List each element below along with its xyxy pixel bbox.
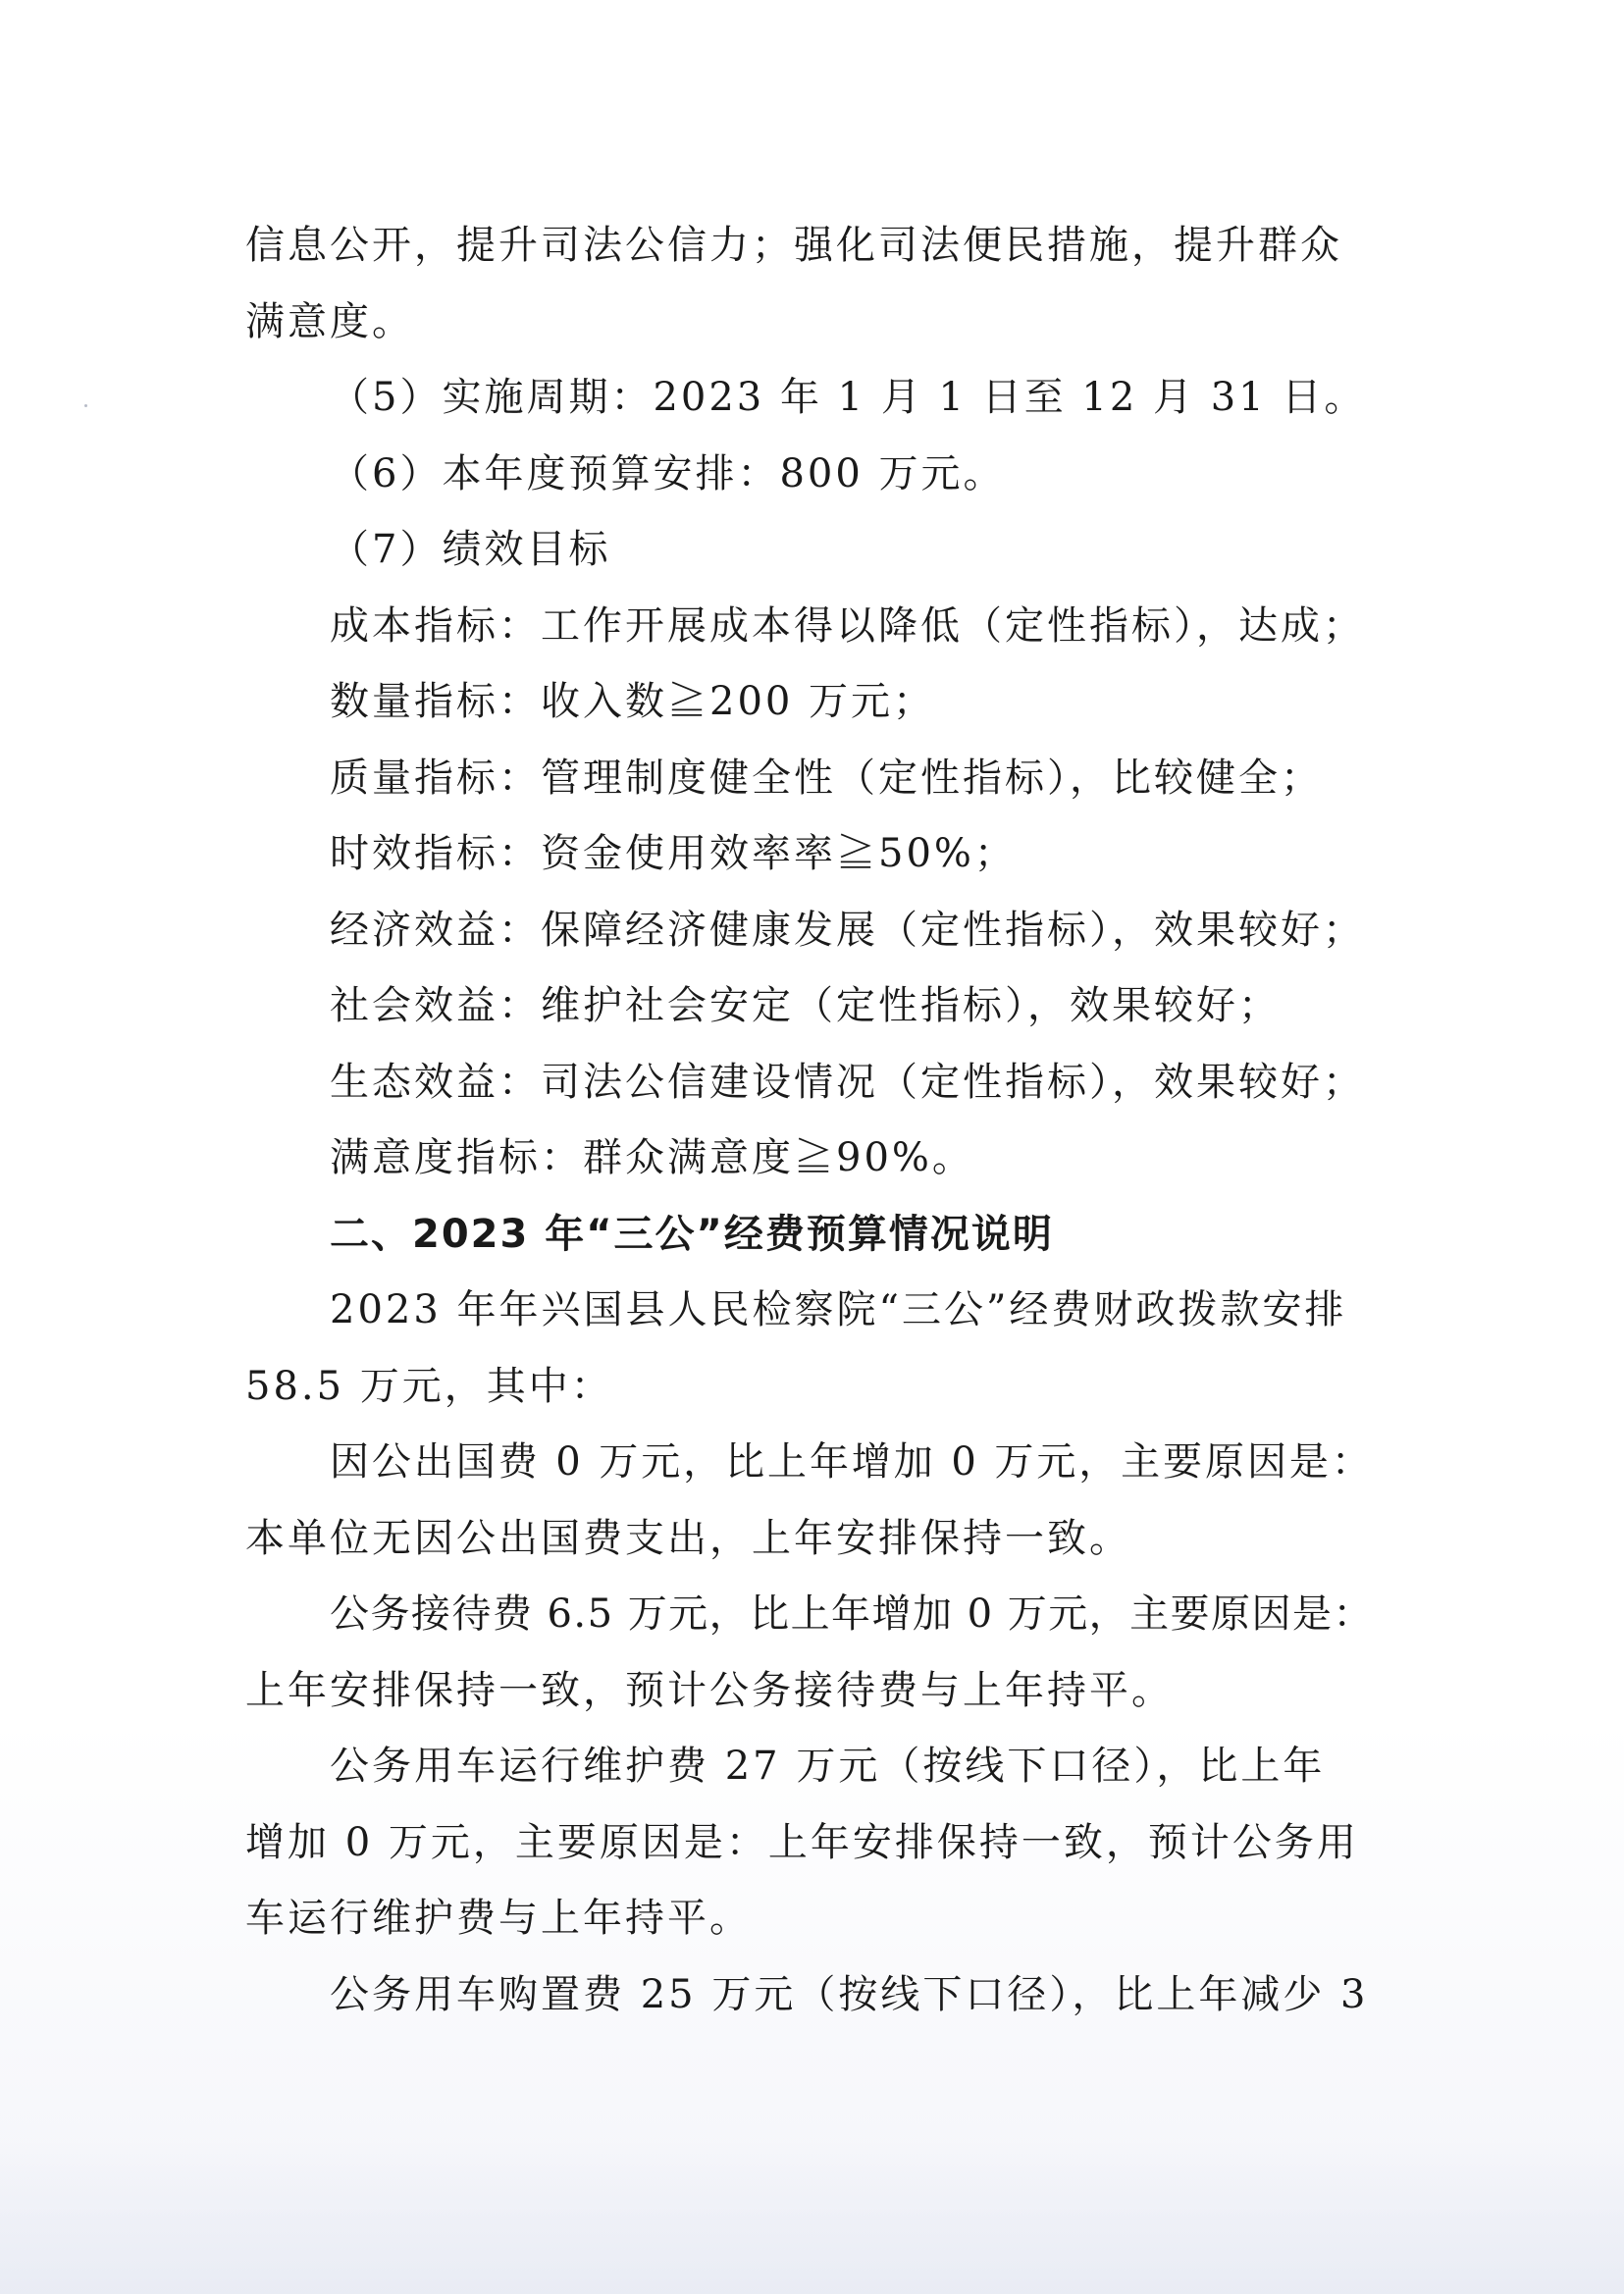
scan-shadow bbox=[0, 2137, 1624, 2294]
text-line: 因公出国费 0 万元，比上年增加 0 万元，主要原因是： bbox=[330, 1439, 1374, 1485]
text-line: 2023 年年兴国县人民检察院“三公”经费财政拨款安排 bbox=[330, 1287, 1347, 1332]
text-line: 满意度。 bbox=[245, 299, 414, 344]
text-line: （5）实施周期：2023 年 1 月 1 日至 12 月 31 日。 bbox=[330, 375, 1367, 420]
text-line: 数量指标：收入数≧200 万元； bbox=[330, 679, 936, 724]
text-line: 成本指标：工作开展成本得以降低（定性指标），达成； bbox=[330, 603, 1365, 649]
text-line: （7）绩效目标 bbox=[330, 527, 611, 572]
text-line: 满意度指标：群众满意度≧90%。 bbox=[330, 1135, 974, 1180]
text-line: （6）本年度预算安排：800 万元。 bbox=[330, 451, 1006, 496]
scan-speck bbox=[84, 404, 87, 407]
section-heading: 二、2023 年“三公”经费预算情况说明 bbox=[330, 1212, 1054, 1257]
text-line: 公务接待费 6.5 万元，比上年增加 0 万元，主要原因是： bbox=[330, 1591, 1374, 1637]
text-line: 信息公开，提升司法公信力；强化司法便民措施，提升群众 bbox=[245, 223, 1342, 268]
text-line: 车运行维护费与上年持平。 bbox=[245, 1896, 752, 1941]
text-line: 生态效益：司法公信建设情况（定性指标），效果较好； bbox=[330, 1060, 1365, 1105]
text-line: 增加 0 万元，主要原因是：上年安排保持一致，预计公务用 bbox=[245, 1820, 1359, 1865]
text-line: 公务用车购置费 25 万元（按线下口径），比上年减少 3 bbox=[330, 1972, 1369, 2017]
text-line: 社会效益：维护社会安定（定性指标），效果较好； bbox=[330, 983, 1281, 1028]
text-line: 公务用车运行维护费 27 万元（按线下口径），比上年 bbox=[330, 1744, 1326, 1789]
text-line: 时效指标：资金使用效率率≧50%； bbox=[330, 831, 1017, 876]
text-line: 58.5 万元，其中： bbox=[245, 1364, 613, 1409]
text-line: 质量指标：管理制度健全性（定性指标），比较健全； bbox=[330, 756, 1323, 801]
text-line: 本单位无因公出国费支出，上年安排保持一致。 bbox=[245, 1516, 1131, 1561]
text-line: 经济效益：保障经济健康发展（定性指标），效果较好； bbox=[330, 908, 1365, 953]
text-line: 上年安排保持一致，预计公务接待费与上年持平。 bbox=[245, 1668, 1174, 1713]
